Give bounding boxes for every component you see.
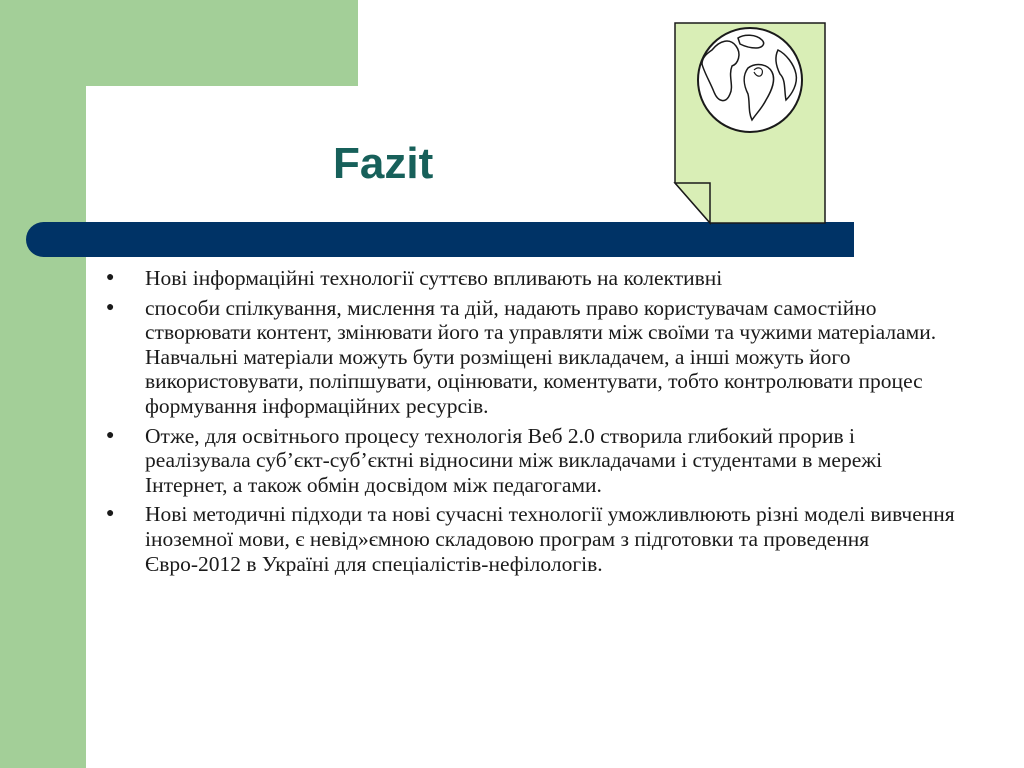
bullet-item: ● Нові методичні підходи та нові сучасні технології уможливлюють різні моделі вивчення іноземної мови, є невід»ємною складовою програм з підготовки та проведення Євро-2012 в Україні для спеціалістів-нефілологів.	[100, 502, 960, 576]
page-title: Fazit	[333, 139, 434, 188]
content-panel-corner	[86, 86, 206, 206]
left-green-band	[0, 0, 86, 768]
bullet-item: ● способи спілкування, мислення та дій, надають право користувачам самостійно створювати контент, змінювати його та управляти між своїми та чужими матеріалами. Навчальні матеріали можуть бути розміщені викладачем, а інші можуть його використовувати, поліпшувати, оцінювати, коментувати, тобто контролювати процес формування інформаційних ресурсів.	[100, 296, 960, 419]
top-green-band	[0, 0, 358, 86]
bullet-item: ● Нові інформаційні технології суттєво впливають на колективні	[100, 266, 960, 291]
bullet-list	[100, 266, 960, 581]
bullet-item: ● Отже, для освітнього процесу технологія Веб 2.0 створила глибокий прорив і реалізувала суб’єкт-суб’єктні відносини між викладачами і студентами в мережі Інтернет, а також обмін досвідом між педагогами.	[100, 424, 960, 498]
globe-document-icon	[672, 20, 828, 226]
title-underline-bar	[26, 222, 854, 257]
